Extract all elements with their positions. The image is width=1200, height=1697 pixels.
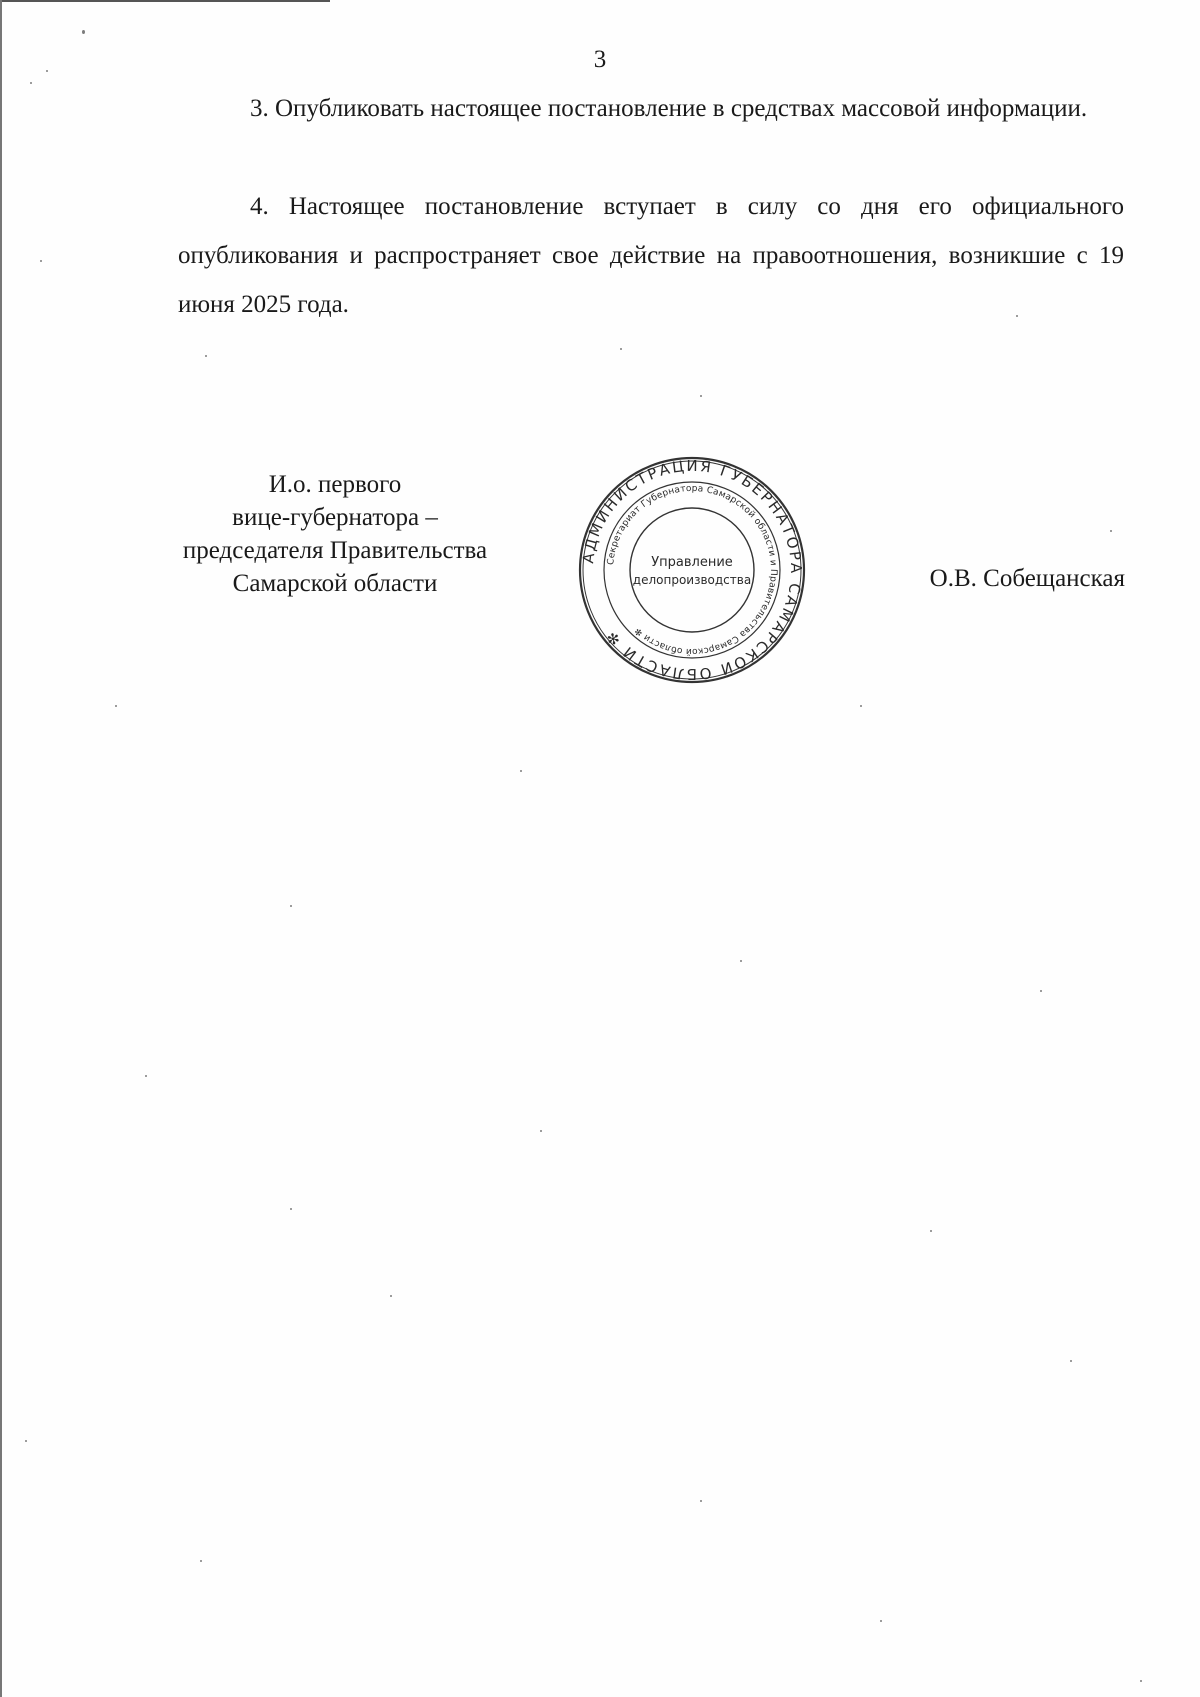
- scan-speck: [115, 705, 117, 707]
- stamp-inner-text: Секретариат Губернатора Самарской области и Правительства Самарской области ✻: [606, 483, 779, 657]
- scan-speck: [620, 348, 622, 350]
- signatory-title-line: вице-губернатора –: [232, 504, 438, 531]
- signatory-title-line: председателя Правительства: [182, 537, 488, 564]
- paragraph-4-text: 4. Настоящее постановление вступает в силу со дня его официального опубликования и распространяет свое действие на правоотношения, возникшие с 19 июня 2025 года.: [178, 193, 1124, 318]
- top-edge-rule: [0, 0, 330, 2]
- scan-speck: [860, 705, 862, 707]
- scan-speck: [145, 1075, 147, 1077]
- scan-speck: [40, 260, 42, 262]
- scan-speck: [700, 395, 702, 397]
- paragraph-3: [178, 84, 1124, 133]
- scan-speck: [1070, 1360, 1072, 1362]
- paragraph-3-text: 3. Опубликовать настоящее постановление в средствах массовой информации.: [250, 95, 1088, 122]
- scan-speck: [205, 355, 207, 357]
- scan-speck: [390, 1295, 392, 1297]
- scan-speck: [700, 1500, 702, 1502]
- scan-speck: [25, 1440, 27, 1442]
- stamp-inner-ring: [630, 508, 754, 632]
- scan-speck: [30, 82, 32, 84]
- scan-speck: [290, 905, 292, 907]
- scan-speck: [520, 770, 522, 772]
- scan-speck: [290, 1208, 292, 1210]
- scan-speck: [82, 30, 85, 34]
- page-number: 3: [593, 46, 607, 73]
- scan-speck: [740, 960, 742, 962]
- stamp-center-line-2: делопроизводства: [632, 573, 752, 587]
- scan-speck: [1016, 315, 1018, 317]
- signatory-name: О.В. Собещанская: [929, 565, 1125, 592]
- scan-speck: [1040, 990, 1042, 992]
- scan-speck: [540, 1130, 542, 1132]
- stamp-center-line-1: Управление: [651, 555, 733, 570]
- signatory-title-line: И.о. первого: [268, 471, 402, 498]
- signatory-title-line: Самарской области: [232, 570, 438, 597]
- scan-speck: [46, 70, 48, 72]
- official-stamp: [577, 455, 807, 685]
- scan-speck: [880, 1620, 882, 1622]
- left-edge-shadow: [0, 0, 2, 1697]
- stamp-outer-text: АДМИНИСТРАЦИЯ ГУБЕРНАТОРА САМАРСКОЙ ОБЛАСТИ ✻: [579, 456, 806, 684]
- scan-speck: [200, 1560, 202, 1562]
- scan-speck: [930, 1230, 932, 1232]
- signatory-title: [150, 468, 520, 600]
- scan-speck: [1110, 530, 1112, 532]
- paragraph-4: [178, 182, 1124, 329]
- scan-speck: [1140, 1680, 1142, 1682]
